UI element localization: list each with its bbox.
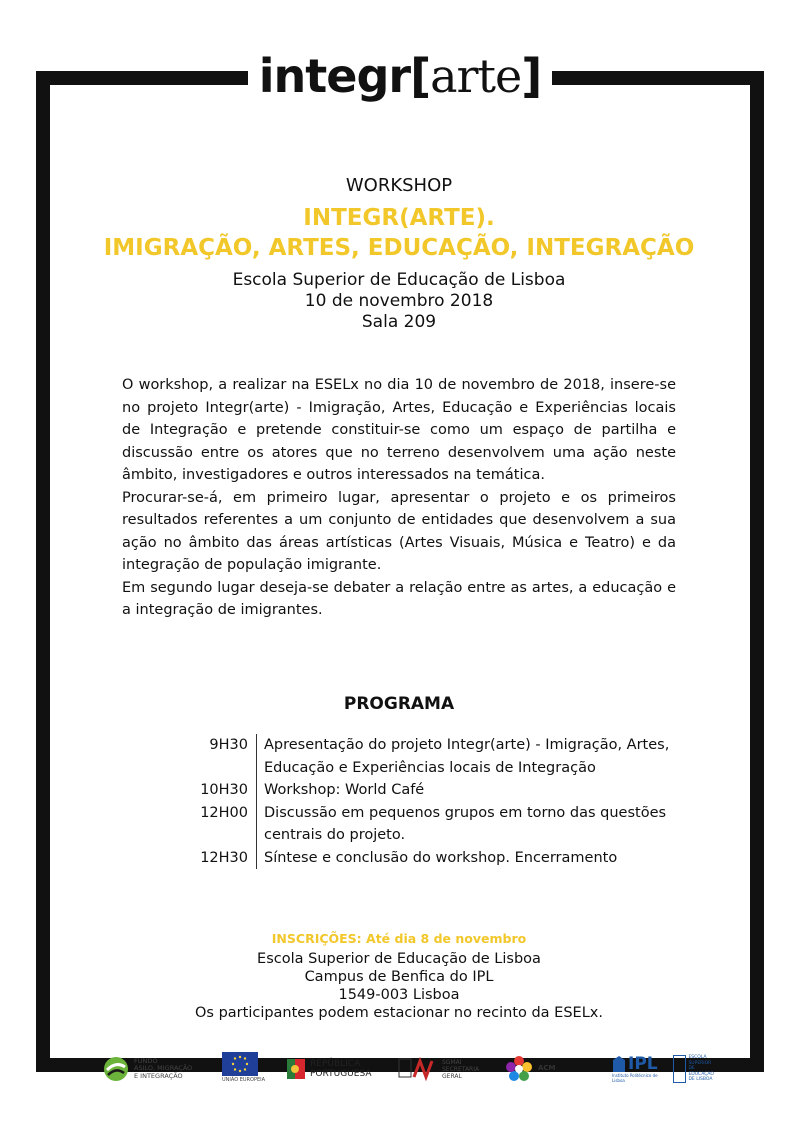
logo-bracket-close: ] bbox=[521, 49, 542, 103]
fundo-ami-icon bbox=[102, 1055, 130, 1083]
portugal-shield-icon bbox=[286, 1056, 306, 1082]
fundo-line-2: ASILO, MIGRAÇÃO bbox=[134, 1064, 193, 1073]
sgmai-line-1: SGMAI bbox=[442, 1058, 462, 1066]
program-desc: Apresentação do projeto Integr(arte) - Imigração, Artes, Educação e Experiências locais de Integração bbox=[256, 734, 700, 779]
republica-line-2: PORTUGUESA bbox=[310, 1069, 372, 1079]
program-time: 12H00 bbox=[200, 804, 248, 821]
acm-flower-icon bbox=[504, 1054, 534, 1084]
address-postal: 1549-003 Lisboa bbox=[338, 987, 460, 1003]
inscricoes-deadline: INSCRIÇÕES: Até dia 8 de novembro bbox=[271, 931, 527, 946]
sgmai-emblem-icon bbox=[398, 1057, 438, 1081]
logo-arte: arte bbox=[430, 49, 522, 103]
program-row bbox=[180, 847, 700, 870]
ipl-label: IPL bbox=[628, 1054, 658, 1074]
workshop-label: WORKSHOP bbox=[345, 175, 453, 196]
esel-line-3: DE EDUCAÇÃO bbox=[688, 1066, 714, 1077]
venue-school: Escola Superior de Educação de Lisboa bbox=[232, 270, 566, 290]
title-line-1: INTEGR(ARTE). bbox=[303, 205, 495, 231]
ipl-logo bbox=[612, 1052, 720, 1086]
program-time: 12H30 bbox=[200, 849, 248, 866]
address-block bbox=[60, 950, 738, 1022]
republica-line-1: REPÚBLICA bbox=[310, 1059, 361, 1069]
paragraph-1: O workshop, a realizar na ESELx no dia 10 de novembro de 2018, insere-se no projeto Integr(arte) - Imigração, Artes, Educação e Experiências locais de Integração e pretende constituir-se como um espaço de partilha e discussão entre os atores que no terreno desenvolvem uma ação neste âmbito, investigadores e outros interessados na temática. bbox=[122, 377, 676, 483]
paragraph-2: Procurar-se-á, em primeiro lugar, apresentar o projeto e os primeiros resultados referentes a um conjunto de entidades que desenvolvem a sua ação no âmbito das áreas artísticas (Artes Visuais, Música e Teatro) e da integração de população imigrante. bbox=[122, 489, 676, 573]
venue-block bbox=[60, 270, 738, 333]
program-desc: Discussão em pequenos grupos em torno das questões centrais do projeto. bbox=[256, 802, 700, 847]
frame-right bbox=[750, 71, 764, 1072]
program-time: 10H30 bbox=[200, 782, 248, 798]
integrarte-logo bbox=[248, 46, 552, 106]
programa-title: PROGRAMA bbox=[343, 694, 455, 714]
eu-flag-icon bbox=[222, 1052, 258, 1076]
logo-prefix: integr bbox=[258, 49, 411, 103]
sgmai-line-3: GERAL bbox=[442, 1072, 462, 1080]
sponsor-logos bbox=[100, 1052, 720, 1086]
frame-left bbox=[36, 71, 50, 1072]
fundo-ami-logo bbox=[102, 1052, 192, 1086]
program-desc: Workshop: World Café bbox=[256, 779, 700, 802]
parking-note: Os participantes podem estacionar no recinto da ESELx. bbox=[195, 1005, 603, 1021]
paragraph-3: Em segundo lugar deseja-se debater a relação entre as artes, a educação e a integração de imigrantes. bbox=[122, 579, 676, 618]
esel-line-4: DE LISBOA bbox=[688, 1077, 713, 1083]
sgmai-logo bbox=[398, 1052, 479, 1086]
fundo-line-3: E INTEGRAÇÃO bbox=[134, 1071, 183, 1080]
program-time: 9H30 bbox=[209, 737, 248, 753]
sgmai-line-2: SECRETARIA bbox=[442, 1065, 480, 1073]
program-row bbox=[180, 779, 700, 802]
title-line-2: IMIGRAÇÃO, ARTES, EDUCAÇÃO, INTEGRAÇÃO bbox=[103, 235, 695, 261]
acm-label: ACM bbox=[538, 1064, 556, 1073]
frame-top-left bbox=[36, 71, 248, 85]
esel-line-2: SUPERIOR bbox=[688, 1060, 712, 1066]
ipl-caption: Instituto Politécnico de Lisboa bbox=[612, 1073, 658, 1083]
fundo-line-1: FUNDO bbox=[134, 1056, 158, 1065]
ipl-mark-icon bbox=[612, 1055, 626, 1073]
eu-caption: UNIÃO EUROPEIA bbox=[222, 1077, 266, 1083]
program-row bbox=[180, 734, 700, 779]
venue-date: 10 de novembro 2018 bbox=[304, 291, 494, 311]
venue-room: Sala 209 bbox=[361, 312, 437, 332]
eu-flag-logo bbox=[222, 1052, 265, 1086]
program-desc: Síntese e conclusão do workshop. Encerramento bbox=[256, 847, 700, 870]
esel-line-1: ESCOLA bbox=[688, 1055, 707, 1061]
acm-logo bbox=[504, 1052, 556, 1086]
frame-top-right bbox=[552, 71, 764, 85]
republica-portuguesa-logo bbox=[286, 1052, 371, 1086]
description bbox=[122, 374, 676, 622]
program-row bbox=[180, 802, 700, 847]
address-campus: Campus de Benfica do IPL bbox=[304, 969, 494, 985]
logo-bracket-open: [ bbox=[410, 49, 431, 103]
program-schedule bbox=[180, 734, 700, 869]
address-school: Escola Superior de Educação de Lisboa bbox=[257, 951, 541, 967]
